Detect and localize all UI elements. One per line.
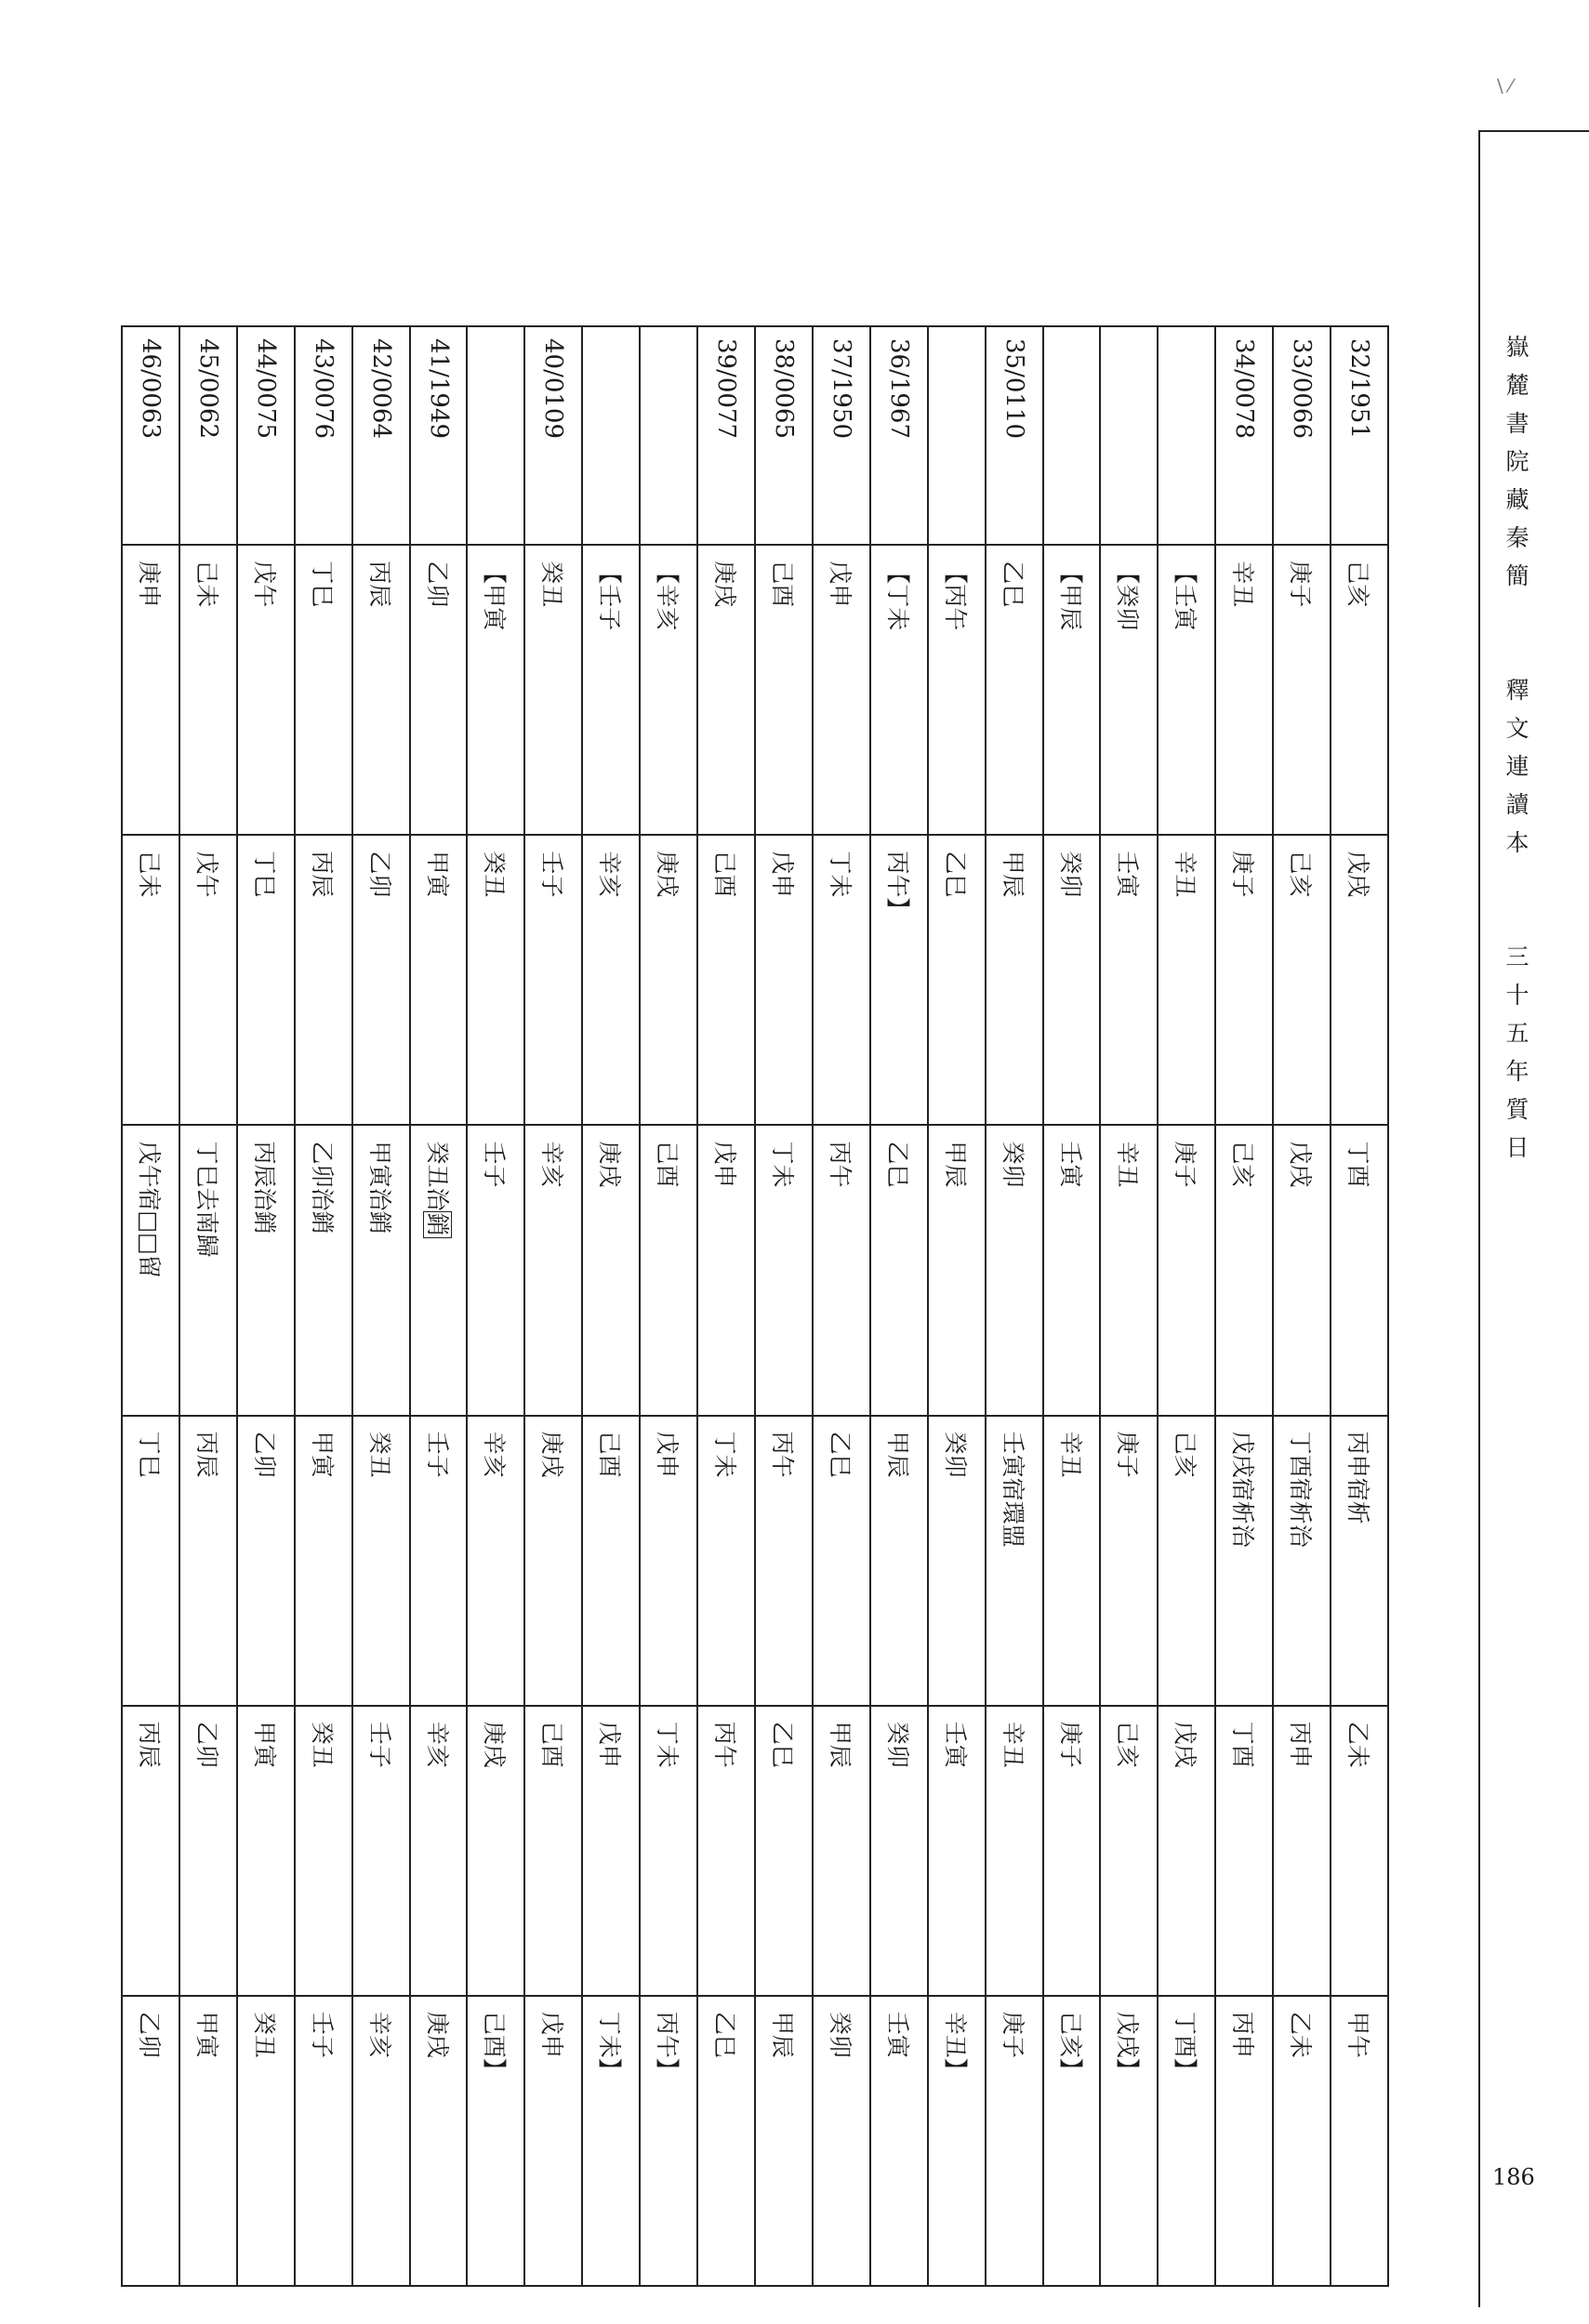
day-cell: 庚子 — [986, 1996, 1043, 2286]
table-row — [697, 326, 755, 2286]
table-row — [1215, 326, 1273, 2286]
day-cell-text: 癸丑治 — [423, 1141, 451, 1211]
page-number: 186 — [1492, 2164, 1535, 2190]
slip-number: 44/0075 — [237, 326, 295, 545]
day-cell: 丁未 — [697, 1416, 755, 1706]
day-cell: 戊戌】 — [1100, 1996, 1158, 2286]
slip-number — [640, 326, 697, 545]
day-cell: 戊戌 — [1273, 1125, 1331, 1415]
day-cell: 乙巳 — [928, 835, 986, 1125]
day-cell: 丙午 — [755, 1416, 813, 1706]
day-cell: 甲辰 — [986, 835, 1043, 1125]
day-cell: 丙辰 — [295, 835, 352, 1125]
day-cell: 癸卯 — [1043, 835, 1101, 1125]
day-cell: 庚子 — [1273, 545, 1331, 835]
day-cell: 丙午 — [813, 1125, 870, 1415]
day-cell: 乙巳 — [697, 1996, 755, 2286]
day-cell: 【辛亥 — [640, 545, 697, 835]
day-cell: 丙申 — [1273, 1706, 1331, 1996]
day-cell: 乙巳 — [813, 1416, 870, 1706]
day-cell: 戊戌宿析治 — [1215, 1416, 1273, 1706]
day-cell: 乙未 — [1331, 1706, 1388, 1996]
table-row — [1100, 326, 1158, 2286]
day-cell: 壬寅 — [870, 1996, 928, 2286]
slip-number: 46/0063 — [122, 326, 179, 545]
corner-mark: \ ⁄ — [1497, 74, 1513, 97]
day-cell: 甲辰 — [928, 1125, 986, 1415]
day-cell: 甲寅 — [179, 1996, 237, 2286]
slip-number: 36/1967 — [870, 326, 928, 545]
day-cell: 癸卯 — [870, 1706, 928, 1996]
day-cell: 壬子 — [352, 1706, 410, 1996]
table-row — [870, 326, 928, 2286]
day-cell: 甲寅治銷 — [352, 1125, 410, 1415]
table-row — [237, 326, 295, 2286]
day-cell: 壬子 — [295, 1996, 352, 2286]
day-cell: 辛丑 — [1043, 1416, 1101, 1706]
day-cell: 辛亥 — [524, 1125, 582, 1415]
table-row — [295, 326, 352, 2286]
day-cell: 壬寅宿環盟 — [986, 1416, 1043, 1706]
table-row — [1273, 326, 1331, 2286]
calendar-table-body — [122, 326, 1388, 2286]
slip-number: 34/0078 — [1215, 326, 1273, 545]
day-cell: 庚戌 — [410, 1996, 468, 2286]
day-cell: 丁巳 — [122, 1416, 179, 1706]
day-cell: 戊戌 — [1331, 835, 1388, 1125]
day-cell: 甲寅 — [295, 1416, 352, 1706]
calendar-table-wrapper — [121, 325, 1389, 2287]
day-cell: 癸丑 — [352, 1416, 410, 1706]
day-cell: 辛丑 — [1215, 545, 1273, 835]
day-cell: 乙巳 — [870, 1125, 928, 1415]
day-cell: 癸丑 — [468, 835, 525, 1125]
day-cell: 戊申 — [755, 835, 813, 1125]
slip-number: 37/1950 — [813, 326, 870, 545]
day-cell: 壬子 — [410, 1416, 468, 1706]
day-cell: 丁未 — [813, 835, 870, 1125]
day-cell: 乙卯 — [122, 1996, 179, 2286]
day-cell: 庚子 — [1100, 1416, 1158, 1706]
table-row — [813, 326, 870, 2286]
day-cell: 【壬寅 — [1158, 545, 1215, 835]
slip-number: 38/0065 — [755, 326, 813, 545]
day-cell: 【丁未 — [870, 545, 928, 835]
slip-number: 33/0066 — [1273, 326, 1331, 545]
day-cell: 丙辰治銷 — [237, 1125, 295, 1415]
header-rule-top — [1478, 130, 1589, 132]
day-cell: 己未 — [122, 835, 179, 1125]
day-cell: 庚戌 — [697, 545, 755, 835]
day-cell: 己酉 — [524, 1706, 582, 1996]
day-cell: 庚戌 — [524, 1416, 582, 1706]
slip-number: 32/1951 — [1331, 326, 1388, 545]
slip-number — [468, 326, 525, 545]
table-row — [1331, 326, 1388, 2286]
table-row — [352, 326, 410, 2286]
boxed-character: 銷 — [423, 1212, 451, 1236]
day-cell: 甲辰 — [755, 1996, 813, 2286]
day-cell: 丁酉】 — [1158, 1996, 1215, 2286]
day-cell: 甲辰 — [870, 1416, 928, 1706]
table-row — [928, 326, 986, 2286]
slip-number: 41/1949 — [410, 326, 468, 545]
day-cell: 辛丑】 — [928, 1996, 986, 2286]
day-cell: 己酉 — [755, 545, 813, 835]
header-rule-left — [1478, 130, 1480, 2307]
day-cell: 甲午 — [1331, 1996, 1388, 2286]
day-cell: 丁巳 — [295, 545, 352, 835]
day-cell: 辛亥 — [582, 835, 640, 1125]
day-cell: 甲寅 — [237, 1706, 295, 1996]
day-cell: 壬寅 — [928, 1706, 986, 1996]
slip-number: 45/0062 — [179, 326, 237, 545]
day-cell: 丁酉宿析治 — [1273, 1416, 1331, 1706]
day-cell: 戊申 — [582, 1706, 640, 1996]
day-cell: 己亥 — [1273, 835, 1331, 1125]
table-row — [640, 326, 697, 2286]
day-cell: 戊申 — [697, 1125, 755, 1415]
table-row — [122, 326, 179, 2286]
day-cell: 戊午 — [179, 835, 237, 1125]
slip-number — [582, 326, 640, 545]
table-row — [1043, 326, 1101, 2286]
day-cell: 甲辰 — [813, 1706, 870, 1996]
day-cell: 戊午 — [237, 545, 295, 835]
day-cell: 辛亥 — [352, 1996, 410, 2286]
table-row — [524, 326, 582, 2286]
day-cell: 【甲寅 — [468, 545, 525, 835]
day-cell: 己亥 — [1331, 545, 1388, 835]
day-cell: 庚戌 — [640, 835, 697, 1125]
table-row — [1158, 326, 1215, 2286]
day-cell: 戊申 — [524, 1996, 582, 2286]
day-cell: 乙卯 — [352, 835, 410, 1125]
day-cell: 己酉】 — [468, 1996, 525, 2286]
day-cell: 丁未】 — [582, 1996, 640, 2286]
slip-number — [1158, 326, 1215, 545]
day-cell: 丁未 — [640, 1706, 697, 1996]
day-cell: 乙卯 — [237, 1416, 295, 1706]
day-cell: 丙午】 — [870, 835, 928, 1125]
day-cell — [410, 1125, 468, 1415]
day-cell: 丙申 — [1215, 1996, 1273, 2286]
day-cell: 【甲辰 — [1043, 545, 1101, 835]
day-cell: 庚戌 — [468, 1706, 525, 1996]
day-cell: 壬子 — [468, 1125, 525, 1415]
day-cell: 丁巳 — [237, 835, 295, 1125]
slip-number: 43/0076 — [295, 326, 352, 545]
slip-number — [1100, 326, 1158, 545]
slip-number — [1043, 326, 1101, 545]
day-cell: 癸卯 — [813, 1996, 870, 2286]
slip-number: 35/0110 — [986, 326, 1043, 545]
calendar-table — [121, 325, 1389, 2287]
day-cell: 己酉 — [697, 835, 755, 1125]
day-cell: 【壬子 — [582, 545, 640, 835]
day-cell: 【丙午 — [928, 545, 986, 835]
day-cell: 丁巳去南歸 — [179, 1125, 237, 1415]
day-cell: 丙午 — [697, 1706, 755, 1996]
day-cell: 辛亥 — [468, 1416, 525, 1706]
day-cell: 乙未 — [1273, 1996, 1331, 2286]
day-cell: 己亥 — [1100, 1706, 1158, 1996]
day-cell: 丁未 — [755, 1125, 813, 1415]
day-cell: 癸丑 — [524, 545, 582, 835]
table-row — [468, 326, 525, 2286]
day-cell: 壬寅 — [1100, 835, 1158, 1125]
day-cell: 庚子 — [1158, 1125, 1215, 1415]
day-cell: 癸卯 — [986, 1125, 1043, 1415]
day-cell: 甲寅 — [410, 835, 468, 1125]
day-cell: 丙辰 — [179, 1416, 237, 1706]
day-cell: 己亥】 — [1043, 1996, 1101, 2286]
table-row — [986, 326, 1043, 2286]
table-row — [179, 326, 237, 2286]
day-cell: 癸丑 — [237, 1996, 295, 2286]
day-cell: 乙巳 — [986, 545, 1043, 835]
day-cell: 癸卯 — [928, 1416, 986, 1706]
day-cell: 庚子 — [1043, 1706, 1101, 1996]
day-cell: 乙卯治銷 — [295, 1125, 352, 1415]
slip-number — [928, 326, 986, 545]
slip-number: 40/0109 — [524, 326, 582, 545]
day-cell: 辛丑 — [1158, 835, 1215, 1125]
day-cell: 【癸卯 — [1100, 545, 1158, 835]
day-cell: 癸丑 — [295, 1706, 352, 1996]
day-cell: 乙卯 — [410, 545, 468, 835]
day-cell: 己酉 — [582, 1416, 640, 1706]
slip-number: 42/0064 — [352, 326, 410, 545]
table-row — [410, 326, 468, 2286]
day-cell: 己未 — [179, 545, 237, 835]
day-cell: 辛亥 — [410, 1706, 468, 1996]
day-cell: 丁酉 — [1215, 1706, 1273, 1996]
day-cell: 壬寅 — [1043, 1125, 1101, 1415]
running-title: 嶽麓書院藏秦簡 釋文連讀本 三十五年質日 — [1503, 335, 1529, 1173]
day-cell: 乙巳 — [755, 1706, 813, 1996]
slip-number: 39/0077 — [697, 326, 755, 545]
table-row — [755, 326, 813, 2286]
day-cell: 戊申 — [813, 545, 870, 835]
day-cell: 丙辰 — [352, 545, 410, 835]
day-cell: 己亥 — [1215, 1125, 1273, 1415]
table-row — [582, 326, 640, 2286]
day-cell: 壬子 — [524, 835, 582, 1125]
day-cell: 辛丑 — [986, 1706, 1043, 1996]
day-cell: 戊戌 — [1158, 1706, 1215, 1996]
day-cell: 庚戌 — [582, 1125, 640, 1415]
day-cell: 己酉 — [640, 1125, 697, 1415]
day-cell: 丙申宿析 — [1331, 1416, 1388, 1706]
day-cell: 丙辰 — [122, 1706, 179, 1996]
day-cell: 庚子 — [1215, 835, 1273, 1125]
day-cell: 乙卯 — [179, 1706, 237, 1996]
day-cell: 辛丑 — [1100, 1125, 1158, 1415]
day-cell: 戊午宿□□留 — [122, 1125, 179, 1415]
day-cell: 戊申 — [640, 1416, 697, 1706]
day-cell: 己亥 — [1158, 1416, 1215, 1706]
day-cell: 庚申 — [122, 545, 179, 835]
day-cell: 丙午】 — [640, 1996, 697, 2286]
day-cell: 丁酉 — [1331, 1125, 1388, 1415]
